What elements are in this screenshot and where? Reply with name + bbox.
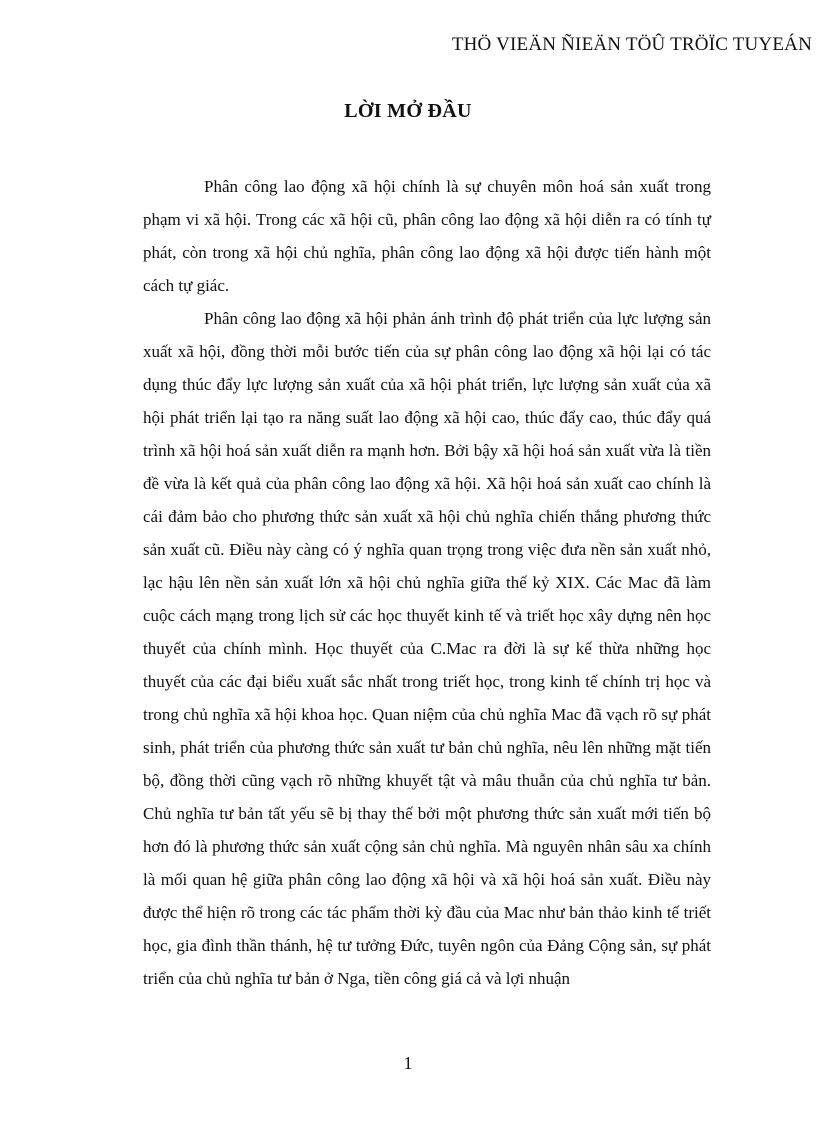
document-body xyxy=(143,170,711,995)
page-number: 1 xyxy=(403,1053,413,1073)
paragraph-2: Phân công lao động xã hội phản ánh trình độ phát triển của lực lượng sản xuất xã hội, đồng thời mỗi bước tiến của sự phân công lao động xã hội lại có tác dụng thúc đẩy lực lượng sản xuất của xã hội phát triển, lực lượng sản xuất của xã hội phát triển lại tạo ra năng suất lao động xã hội cao, thúc đẩy cao, thúc đẩy quá trình xã hội hoá sản xuất diễn ra mạnh hơn. Bởi bậy xã hội hoá sản xuất vừa là tiền đề vừa là kết quả của phân công lao động xã hội. Xã hội hoá sản xuất cao chính là cái đảm bảo cho phương thức sản xuất xã hội chủ nghĩa chiến thắng phương thức sản xuất cũ. Điều này càng có ý nghĩa quan trọng trong việc đưa nền sản xuất nhỏ, lạc hậu lên nền sản xuất lớn xã hội chủ nghĩa giữa thế kỷ XIX. Các Mac đã làm cuộc cách mạng trong lịch sử các học thuyết kinh tế và triết học xây dựng nên học thuyết của chính mình. Học thuyết của C.Mac ra đời là sự kế thừa những học thuyết của các đại biểu xuất sắc nhất trong triết học, trong kinh tế chính trị học và trong chủ nghĩa xã hội khoa học. Quan niệm của chủ nghĩa Mac đã vạch rõ sự phát sinh, phát triển của phương thức sản xuất tư bản chủ nghĩa, nêu lên những mặt tiến bộ, đồng thời cũng vạch rõ những khuyết tật và mâu thuẫn của chủ nghĩa tư bản. Chủ nghĩa tư bản tất yếu sẽ bị thay thế bởi một phương thức sản xuất mới tiến bộ hơn đó là phương thức sản xuất cộng sản chủ nghĩa. Mà nguyên nhân sâu xa chính là mối quan hệ giữa phân công lao động xã hội và xã hội hoá sản xuất. Điều này được thể hiện rõ trong các tác phẩm thời kỳ đầu của Mac như bản thảo kinh tế triết học, gia đình thần thánh, hệ tư tưởng Đức, tuyên ngôn của Đảng Cộng sản, sự phát triển của chủ nghĩa tư bản ở Nga, tiền công giá cả và lợi nhuận xyxy=(143,309,711,988)
running-header: THÖ VIEÄN ÑIEÄN TÖÛ TRÖÏC TUYEÁN xyxy=(451,34,812,55)
page-title: LỜI MỞ ĐẦU xyxy=(344,100,472,122)
paragraph-1: Phân công lao động xã hội chính là sự chuyên môn hoá sản xuất trong phạm vi xã hội. Trong các xã hội cũ, phân công lao động xã hội diễn ra có tính tự phát, còn trong xã hội chủ nghĩa, phân công lao động xã hội được tiến hành một cách tự giác. xyxy=(143,177,711,295)
